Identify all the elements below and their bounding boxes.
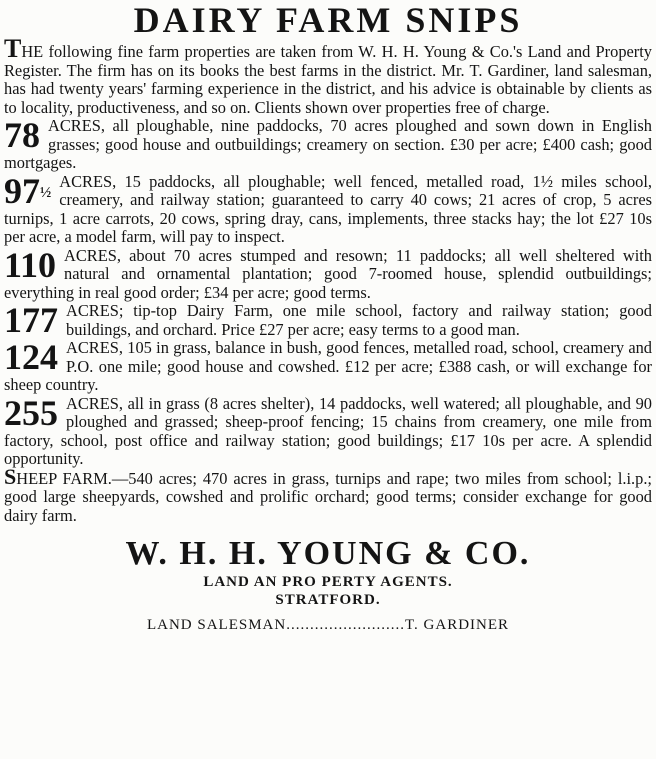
intro-paragraph [4,34,652,117]
listing-item [4,117,652,173]
listing-item [4,392,652,469]
listing-item [4,339,652,395]
lot-number: $97^{\frac{1}{2}}$ [4,170,52,211]
sheep-farm-paragraph [4,463,652,526]
salesman-label: LAND SALESMAN [146,617,287,633]
lot-number: 110 [4,244,57,285]
listing-item [4,244,652,303]
firm-role: LAND AN PRO PERTY AGENTS. [203,574,453,590]
listings [4,117,652,469]
salesman-name: T. GARDINER [404,617,510,633]
listing-text: ACRES, about 70 acres stumped and resown; 11 paddocks; all well sheltered with natural and ornamental plantation; good 7-roomed house, splendid outbuildings; everything in real good order; £34 per acre; good terms. [4,245,652,302]
listing-text: ACRES, 105 in grass, balance in bush, good fences, metalled road, school, creamery and P.O. one mile; good house and cowshed. £12 per acre; £388 cash, or will exchange for sheep country. [4,338,652,394]
listing-text: ACRES; tip-top Dairy Farm, one mile school, factory and railway station; good buildings, and orchard. Price £27 per acre; easy terms to a good man. [66,301,652,339]
listing-text: ACRES, 15 paddocks, all ploughable; well fenced, metalled road, 1½ miles school, creamery, and railway station; guaranteed to carry 40 cows; 21 acres of crop, 5 acres turnips, 1 acre carrots, 20 cows, spring dray, cans, implements, three stacks hay; the lot £27 10s per acre, a model farm, will pay to inspect. [4,171,652,246]
sheep-farm-dropcap: S [4,463,17,489]
salesman-line [4,615,652,635]
listing-text: ACRES, all ploughable, nine paddocks, 70 acres ploughed and sown down in English grasses; good house and outbuildings; creamery on section. £30 per acre; £400 cash; good mortgages. [4,116,652,172]
lot-number: 78 [4,115,40,155]
firm-name: W. H. H. YOUNG & CO. [125,535,531,572]
intro-dropcap: T [4,34,22,63]
salesman-dots: ......................... [286,617,405,633]
sheep-farm-text: HEEP FARM.—540 acres; 470 acres in grass, turnips and rape; two miles from school; l.i.p.; good large sheepyards, cowshed and prolific orchard; good terms; consider exchange for good dairy farm. [4,468,652,525]
lot-number: 124 [4,337,58,377]
lot-number: 255 [4,392,58,433]
advert-title: DAIRY FARM SNIPS [133,0,523,40]
lot-fraction: ½ [40,184,52,201]
lot-number: 177 [4,300,58,340]
intro-text: HE following fine farm properties are taken from W. H. H. Young & Co.'s Land and Property Register. The firm has on its books the best farms in the district. Mr. T. Gardiner, land salesman, has had twenty years' farming experience in the district, and his advice is obtainable by clients as to locality, productiveness, and so on. Clients shown over properties free of charge. [4,42,652,117]
firm-town: STRATFORD. [275,592,381,608]
listing-item [4,170,652,247]
listing-item [4,302,652,339]
listing-text: ACRES, all in grass (8 acres shelter), 14 paddocks, well watered; all ploughable, and 90 ploughed and grassed; sheep-proof fencing; 15 chains from creamery, one mile from factory, school, post office and railway station; good buildings; £17 10s per acre. A splendid opportunity. [4,393,652,468]
